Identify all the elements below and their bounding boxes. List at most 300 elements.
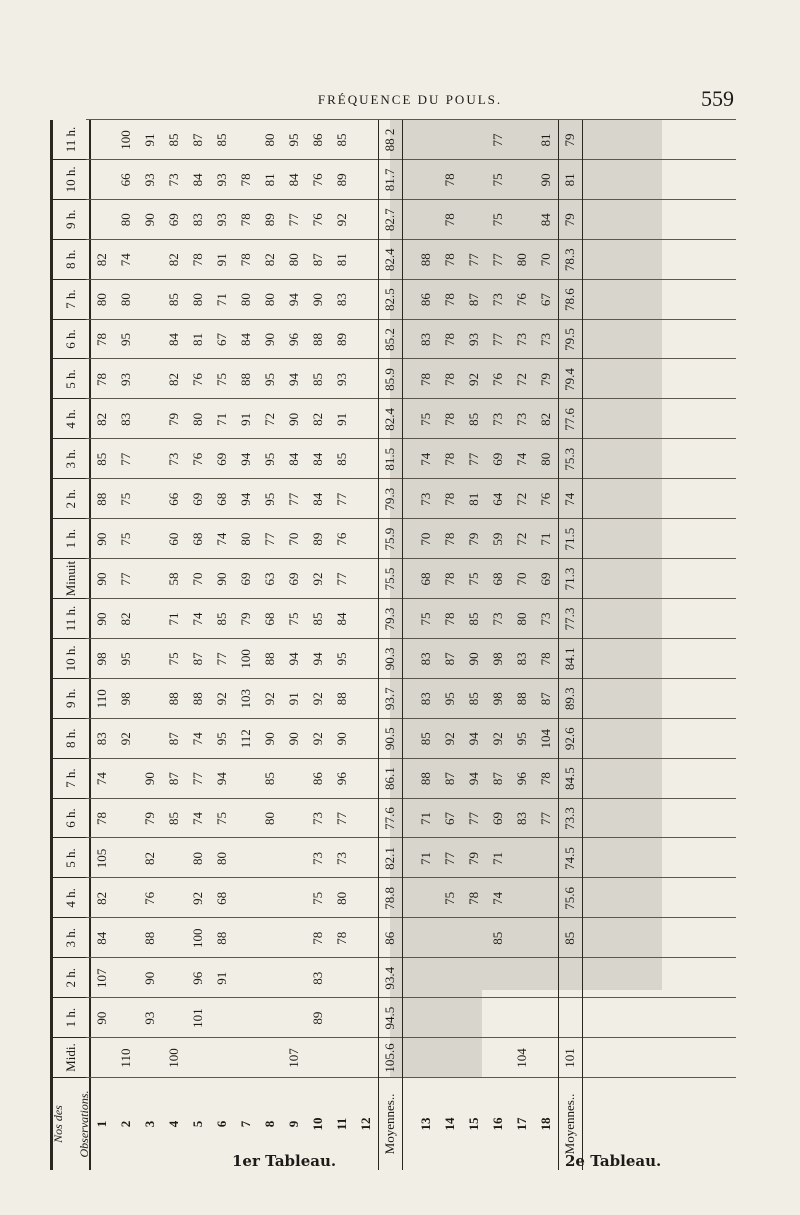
table-row (462, 120, 486, 1170)
table-row-cell-2 (354, 958, 378, 998)
means-row-2-cell-1 (558, 998, 582, 1038)
means-row-1-cell-12: 75.5 (382, 567, 397, 591)
table-row-cell-19: 80 (262, 293, 277, 307)
table-row-cell-3 (534, 918, 558, 958)
table-row-cell-6: 78 (94, 812, 109, 826)
table-row-cell-7: 86 (310, 772, 325, 786)
table-row-cell-0: 100 (166, 1048, 181, 1068)
table-row-cell-6: 77 (466, 812, 481, 826)
table-row-cell-11: 75 (418, 612, 433, 626)
table-row-cell-0 (354, 1038, 378, 1078)
table-row-cell-20: 70 (538, 253, 553, 267)
table-row-label: 5 (190, 1120, 205, 1128)
table-row-label: 7 (238, 1120, 253, 1128)
table-row-label: 2 (118, 1120, 133, 1128)
table-row-cell-4: 75 (442, 891, 457, 905)
means-row-2-cell-13: 71.5 (562, 527, 577, 551)
table-row-cell-7: 87 (442, 772, 457, 786)
table-row-cell-10: 78 (538, 652, 553, 666)
page-number: 559 (701, 86, 734, 111)
means-row-1-label: Moyennes.. (382, 1093, 397, 1155)
table-row-cell-18: 93 (466, 333, 481, 347)
table-row-cell-7 (282, 759, 306, 799)
table-row-cell-22: 76 (310, 173, 325, 187)
table-row-cell-21: 84 (538, 213, 553, 227)
table-row-cell-11: 71 (166, 612, 181, 626)
table-row-cell-7: 74 (94, 772, 109, 786)
table-row-cell-8: 87 (166, 732, 181, 746)
table-row-cell-17: 92 (466, 372, 481, 386)
table-row-cell-20: 78 (190, 253, 205, 267)
table-row-cell-1 (210, 998, 234, 1038)
table-row-label: 8 (262, 1120, 277, 1128)
table-row-cell-12: 69 (238, 572, 253, 586)
table-header (50, 120, 91, 1170)
table-row-cell-14: 75 (118, 492, 133, 506)
table-row-cell-20: 78 (238, 253, 253, 267)
table-row-cell-23 (414, 120, 438, 160)
table-row-cell-1 (162, 998, 186, 1038)
table-row (90, 120, 114, 1170)
table-row-cell-8: 104 (538, 728, 553, 749)
header-col-10: 10 h. (53, 639, 89, 679)
table-row-cell-6: 73 (310, 812, 325, 826)
table-row-cell-1 (438, 998, 462, 1038)
table-row-cell-4: 80 (334, 891, 349, 905)
table-row-cell-21 (354, 200, 378, 240)
means-row-1-cell-1: 94.5 (382, 1006, 397, 1030)
table-row-cell-7: 94 (214, 772, 229, 786)
table-row-cell-4 (258, 878, 282, 918)
table-row-cell-19: 78 (442, 293, 457, 307)
table-row-cell-2 (330, 958, 354, 998)
means-row-1-cell-19: 82.5 (382, 288, 397, 312)
table-row-cell-20: 82 (166, 253, 181, 267)
table-row-cell-1 (486, 998, 510, 1038)
table-row-cell-19 (138, 280, 162, 320)
table-row-cell-7: 96 (334, 772, 349, 786)
header-col-18: 6 h. (53, 320, 89, 360)
table-row (354, 120, 378, 1170)
means-row-1-cell-2: 93.4 (382, 966, 397, 990)
table-row-cell-22: 81 (262, 173, 277, 187)
means-row-1-cell-4: 78.8 (382, 887, 397, 910)
table-row-cell-3 (438, 918, 462, 958)
table-row-cell-19: 76 (514, 293, 529, 307)
table-row-label: 15 (466, 1117, 481, 1131)
table-row-label: 9 (286, 1120, 301, 1128)
table-row-cell-5 (354, 839, 378, 879)
table-row-cell-23 (354, 120, 378, 160)
table-row-cell-10 (138, 639, 162, 679)
table-row-cell-12: 90 (94, 572, 109, 586)
table-row-cell-1 (258, 998, 282, 1038)
table-row-cell-0 (330, 1038, 354, 1078)
table-row-cell-11: 84 (334, 612, 349, 626)
header-col-11: 11 h. (53, 599, 89, 639)
header-col-23: 11 h. (53, 120, 89, 160)
table-row-cell-18: 77 (490, 333, 505, 347)
table-row-cell-9: 110 (94, 689, 109, 709)
table-row-cell-10: 95 (118, 652, 133, 666)
table-row-cell-0 (210, 1038, 234, 1078)
table-row-cell-16: 80 (190, 412, 205, 426)
table-row-cell-11: 78 (442, 612, 457, 626)
table-row-cell-21: 78 (442, 213, 457, 227)
table-row-cell-14 (354, 479, 378, 519)
table-row-cell-18: 67 (214, 333, 229, 347)
table-row-cell-20: 74 (118, 253, 133, 267)
table-row-cell-22: 73 (166, 173, 181, 187)
means-row-1-cell-5: 82.1 (382, 847, 397, 870)
table-row-cell-20: 82 (262, 253, 277, 267)
table-row-cell-22: 66 (118, 173, 133, 187)
table-row-cell-10: 98 (94, 652, 109, 666)
header-col-5: 5 h. (53, 839, 89, 879)
table-row-cell-21: 92 (334, 213, 349, 227)
table-row-cell-8: 112 (238, 729, 253, 749)
table-row-cell-23: 85 (214, 133, 229, 147)
table-row-cell-4 (282, 878, 306, 918)
table-row-cell-4 (234, 878, 258, 918)
table-row-cell-21 (90, 200, 114, 240)
table-row-cell-18 (354, 320, 378, 360)
table-row-cell-19: 80 (94, 293, 109, 307)
table-row-cell-16: 79 (166, 412, 181, 426)
means-row-1-cell-17: 85.9 (382, 368, 397, 391)
table-row-cell-12 (138, 559, 162, 599)
table-row-cell-10: 83 (418, 652, 433, 666)
table-row-cell-5: 77 (442, 851, 457, 865)
table-row-cell-1 (462, 998, 486, 1038)
table-row (186, 120, 210, 1170)
table-row-cell-20: 88 (418, 253, 433, 267)
table-row (534, 120, 558, 1170)
table-row-cell-5: 80 (214, 851, 229, 865)
means-row-2-cell-4: 75.6 (562, 887, 577, 910)
table-row-cell-18: 73 (514, 333, 529, 347)
table-row-cell-3 (414, 918, 438, 958)
table-row-cell-16: 75 (418, 412, 433, 426)
table-row-cell-16: 91 (334, 412, 349, 426)
table-row-cell-19: 90 (310, 293, 325, 307)
table-row-cell-5 (282, 839, 306, 879)
table-row-cell-19: 83 (334, 293, 349, 307)
table-row-cell-2 (414, 958, 438, 998)
table-row-cell-1 (510, 998, 534, 1038)
table-row-cell-13: 72 (514, 532, 529, 546)
table-row-cell-9: 88 (334, 692, 349, 706)
table-row-cell-6: 69 (490, 812, 505, 826)
table-row-cell-12: 90 (214, 572, 229, 586)
table-row-cell-8: 90 (334, 732, 349, 746)
table-row-cell-4 (162, 878, 186, 918)
table-row-cell-0 (186, 1038, 210, 1078)
table-row-cell-21: 80 (118, 213, 133, 227)
means-row-1-cell-3: 86 (382, 931, 397, 945)
table-row (510, 120, 534, 1170)
table-row-cell-8: 92 (310, 732, 325, 746)
table-row-cell-14: 76 (538, 492, 553, 506)
table-row-cell-12: 70 (514, 572, 529, 586)
table-row-cell-7: 94 (466, 772, 481, 786)
table-row-cell-5 (162, 839, 186, 879)
table-row-cell-17: 79 (538, 372, 553, 386)
table-row-cell-8: 95 (214, 732, 229, 746)
means-row-1-cell-16: 82.4 (382, 408, 397, 431)
table-row-cell-13 (138, 519, 162, 559)
table-row-cell-12: 69 (538, 572, 553, 586)
table-row-cell-8: 90 (286, 732, 301, 746)
table-row-cell-19 (354, 280, 378, 320)
table-row-cell-18: 78 (442, 333, 457, 347)
table-row-cell-4 (534, 878, 558, 918)
table-row-cell-4: 76 (142, 891, 157, 905)
table-row-cell-7 (354, 759, 378, 799)
table-row-cell-18: 83 (418, 333, 433, 347)
table-row (234, 120, 258, 1170)
table-row-cell-9: 91 (286, 692, 301, 706)
table-row-cell-10: 90 (466, 652, 481, 666)
table-row (210, 120, 234, 1170)
table-row-cell-14: 84 (310, 492, 325, 506)
means-row-1-cell-15: 81.5 (382, 447, 397, 471)
table-row-cell-20: 82 (94, 253, 109, 267)
means-rule-2b (582, 120, 583, 1170)
table-row (138, 120, 162, 1170)
table-row-cell-13: 80 (238, 532, 253, 546)
table-row-cell-9: 88 (190, 692, 205, 706)
table-row-cell-9: 88 (514, 692, 529, 706)
table-row-cell-13: 78 (442, 532, 457, 546)
table-row-cell-3 (162, 918, 186, 958)
header-col-7: 7 h. (53, 759, 89, 799)
table-row-cell-15: 84 (286, 452, 301, 466)
table-row-cell-23: 85 (166, 133, 181, 147)
table-row-cell-10: 75 (166, 652, 181, 666)
table-row-cell-5 (258, 839, 282, 879)
table-row-cell-6: 83 (514, 812, 529, 826)
table-row-cell-13: 68 (190, 532, 205, 546)
table-row-cell-12: 68 (418, 572, 433, 586)
table-row-cell-2 (486, 958, 510, 998)
header-col-22: 10 h. (53, 160, 89, 200)
table-row-cell-15: 84 (310, 452, 325, 466)
table-row-cell-16: 82 (538, 412, 553, 426)
table-row-cell-13: 89 (310, 532, 325, 546)
table-row-cell-19: 71 (214, 293, 229, 307)
table-row-cell-16: 83 (118, 412, 133, 426)
table-row-cell-15: 73 (166, 452, 181, 466)
table-row-cell-3: 85 (490, 931, 505, 945)
means-row-2-cell-8: 92.6 (562, 727, 577, 751)
means-row-1-cell-0: 105.6 (382, 1043, 397, 1073)
table-row-cell-11: 90 (94, 612, 109, 626)
table-row-cell-10: 100 (238, 649, 253, 669)
table-row-cell-1: 93 (142, 1011, 157, 1025)
table-row-cell-3: 88 (214, 931, 229, 945)
table-row-cell-17: 88 (238, 372, 253, 386)
table-row-cell-19: 86 (418, 293, 433, 307)
table-row-cell-5: 82 (142, 851, 157, 865)
table-row-cell-10: 87 (442, 652, 457, 666)
header-observations-line1: Nos des (50, 1105, 65, 1143)
table-row-cell-4 (414, 878, 438, 918)
means-row-2-cell-14: 74 (562, 492, 577, 506)
table-row-cell-15: 76 (190, 452, 205, 466)
table-row-cell-4 (354, 878, 378, 918)
means-row-1-cell-11: 79.3 (382, 607, 397, 631)
table-row-cell-0 (234, 1038, 258, 1078)
table-row-cell-20: 77 (466, 253, 481, 267)
table-row-cell-23: 86 (310, 133, 325, 147)
table-row-cell-17: 75 (214, 372, 229, 386)
table-row-cell-8: 95 (514, 732, 529, 746)
table-row-cell-23: 100 (118, 130, 133, 150)
table-row-cell-14: 78 (442, 492, 457, 506)
table-row-cell-18: 78 (94, 333, 109, 347)
table-row-cell-0: 104 (514, 1048, 529, 1068)
table-row-cell-5 (114, 839, 138, 879)
header-col-4: 4 h. (53, 878, 89, 918)
table-row-label: 6 (214, 1120, 229, 1128)
table-row-cell-9: 85 (466, 692, 481, 706)
table-row-cell-13: 60 (166, 532, 181, 546)
table-row-cell-3: 84 (94, 931, 109, 945)
table-row-label: 3 (142, 1120, 157, 1128)
table-row-cell-10: 98 (490, 652, 505, 666)
table-row-cell-16 (354, 399, 378, 439)
table-row-cell-5: 71 (490, 851, 505, 865)
table-row-cell-16: 73 (514, 412, 529, 426)
table-row (414, 120, 438, 1170)
table-row-cell-4: 75 (310, 891, 325, 905)
table-row-cell-11 (354, 599, 378, 639)
table-row-cell-16: 82 (94, 412, 109, 426)
table-row-cell-15: 94 (238, 452, 253, 466)
table-row-cell-13: 70 (286, 532, 301, 546)
table-row-cell-4: 68 (214, 891, 229, 905)
means-row-1-cell-13: 75.9 (382, 527, 397, 551)
table-row-cell-7: 87 (490, 772, 505, 786)
table-row-cell-23: 91 (142, 133, 157, 147)
table-row-cell-10: 83 (514, 652, 529, 666)
table-row-cell-0 (486, 1038, 510, 1078)
table-row-cell-18: 95 (118, 333, 133, 347)
table-row-cell-21: 75 (490, 213, 505, 227)
table-row-cell-23 (234, 120, 258, 160)
table-row-cell-11: 79 (238, 612, 253, 626)
table-row-cell-14: 88 (94, 492, 109, 506)
table-row-cell-18: 96 (286, 333, 301, 347)
table-row-cell-0 (438, 1038, 462, 1078)
table-row-cell-8: 85 (418, 732, 433, 746)
table-row-cell-19: 80 (238, 293, 253, 307)
header-col-6: 6 h. (53, 799, 89, 839)
table-row-cell-1: 89 (310, 1011, 325, 1025)
means-row-2-cell-9: 89.3 (562, 687, 577, 711)
table-row-cell-6 (282, 799, 306, 839)
means-row-2-cell-12: 71.3 (562, 567, 577, 591)
table-row-cell-20: 78 (442, 253, 457, 267)
table-row-cell-14: 81 (466, 492, 481, 506)
table-row-cell-16: 91 (238, 412, 253, 426)
table-row-cell-17: 78 (418, 372, 433, 386)
table-row-cell-13: 74 (214, 532, 229, 546)
table-row-cell-19: 80 (190, 293, 205, 307)
table-row-cell-14: 95 (262, 492, 277, 506)
means-row-2 (558, 120, 582, 1170)
table-row-cell-8 (354, 719, 378, 759)
table-row-cell-3: 88 (142, 931, 157, 945)
table-row-cell-17: 93 (118, 372, 133, 386)
table-row-cell-12: 68 (490, 572, 505, 586)
table-row (258, 120, 282, 1170)
table-row-cell-0 (534, 1038, 558, 1078)
table-row-cell-2 (282, 958, 306, 998)
table-row-label: 16 (490, 1117, 505, 1131)
table-row-cell-10: 87 (190, 652, 205, 666)
table-row-cell-6: 79 (142, 812, 157, 826)
table-row-cell-0: 110 (118, 1048, 133, 1068)
means-row-2-cell-19: 78.6 (562, 288, 577, 312)
table-row-cell-20: 91 (214, 253, 229, 267)
table-row-cell-15 (138, 439, 162, 479)
table-row-cell-17: 76 (190, 372, 205, 386)
table-row-cell-8: 74 (190, 732, 205, 746)
table-row-cell-19: 67 (538, 293, 553, 307)
table-row-cell-5: 73 (334, 851, 349, 865)
table-row-cell-14 (138, 479, 162, 519)
table-row-label: 14 (442, 1117, 457, 1131)
means-row-2-label: Moyennes.. (562, 1093, 577, 1155)
table-row-cell-11: 74 (190, 612, 205, 626)
table-row-cell-4: 74 (490, 891, 505, 905)
table-row-cell-15: 74 (418, 452, 433, 466)
table-row-cell-21: 89 (262, 213, 277, 227)
table-row-cell-1 (114, 998, 138, 1038)
table-row-cell-20: 81 (334, 253, 349, 267)
table-row-cell-5 (510, 839, 534, 879)
table-row-cell-22: 93 (214, 173, 229, 187)
table-row-cell-6: 77 (538, 812, 553, 826)
table-row-cell-15: 69 (214, 452, 229, 466)
table-row-cell-4: 82 (94, 891, 109, 905)
header-col-19: 7 h. (53, 280, 89, 320)
table-row-cell-3 (510, 918, 534, 958)
header-col-9: 9 h. (53, 679, 89, 719)
table-row-cell-23: 87 (190, 133, 205, 147)
table-row-cell-2 (438, 958, 462, 998)
header-col-17: 5 h. (53, 360, 89, 400)
table-row-cell-2 (234, 958, 258, 998)
table-row-cell-14: 94 (238, 492, 253, 506)
header-col-3: 3 h. (53, 918, 89, 958)
table-row-cell-0 (90, 1038, 114, 1078)
table-row-cell-18: 81 (190, 333, 205, 347)
table-row-cell-3: 100 (190, 928, 205, 949)
table-row-cell-3 (462, 918, 486, 958)
table-row-cell-22: 78 (238, 173, 253, 187)
table-row (486, 120, 510, 1170)
table-row-cell-15 (354, 439, 378, 479)
table-row-cell-16: 73 (490, 412, 505, 426)
table-row-cell-17: 78 (94, 372, 109, 386)
table-row-cell-1: 90 (94, 1011, 109, 1025)
table-row-cell-13: 90 (94, 532, 109, 546)
table-row-cell-18: 84 (238, 333, 253, 347)
table-row-cell-23 (462, 120, 486, 160)
